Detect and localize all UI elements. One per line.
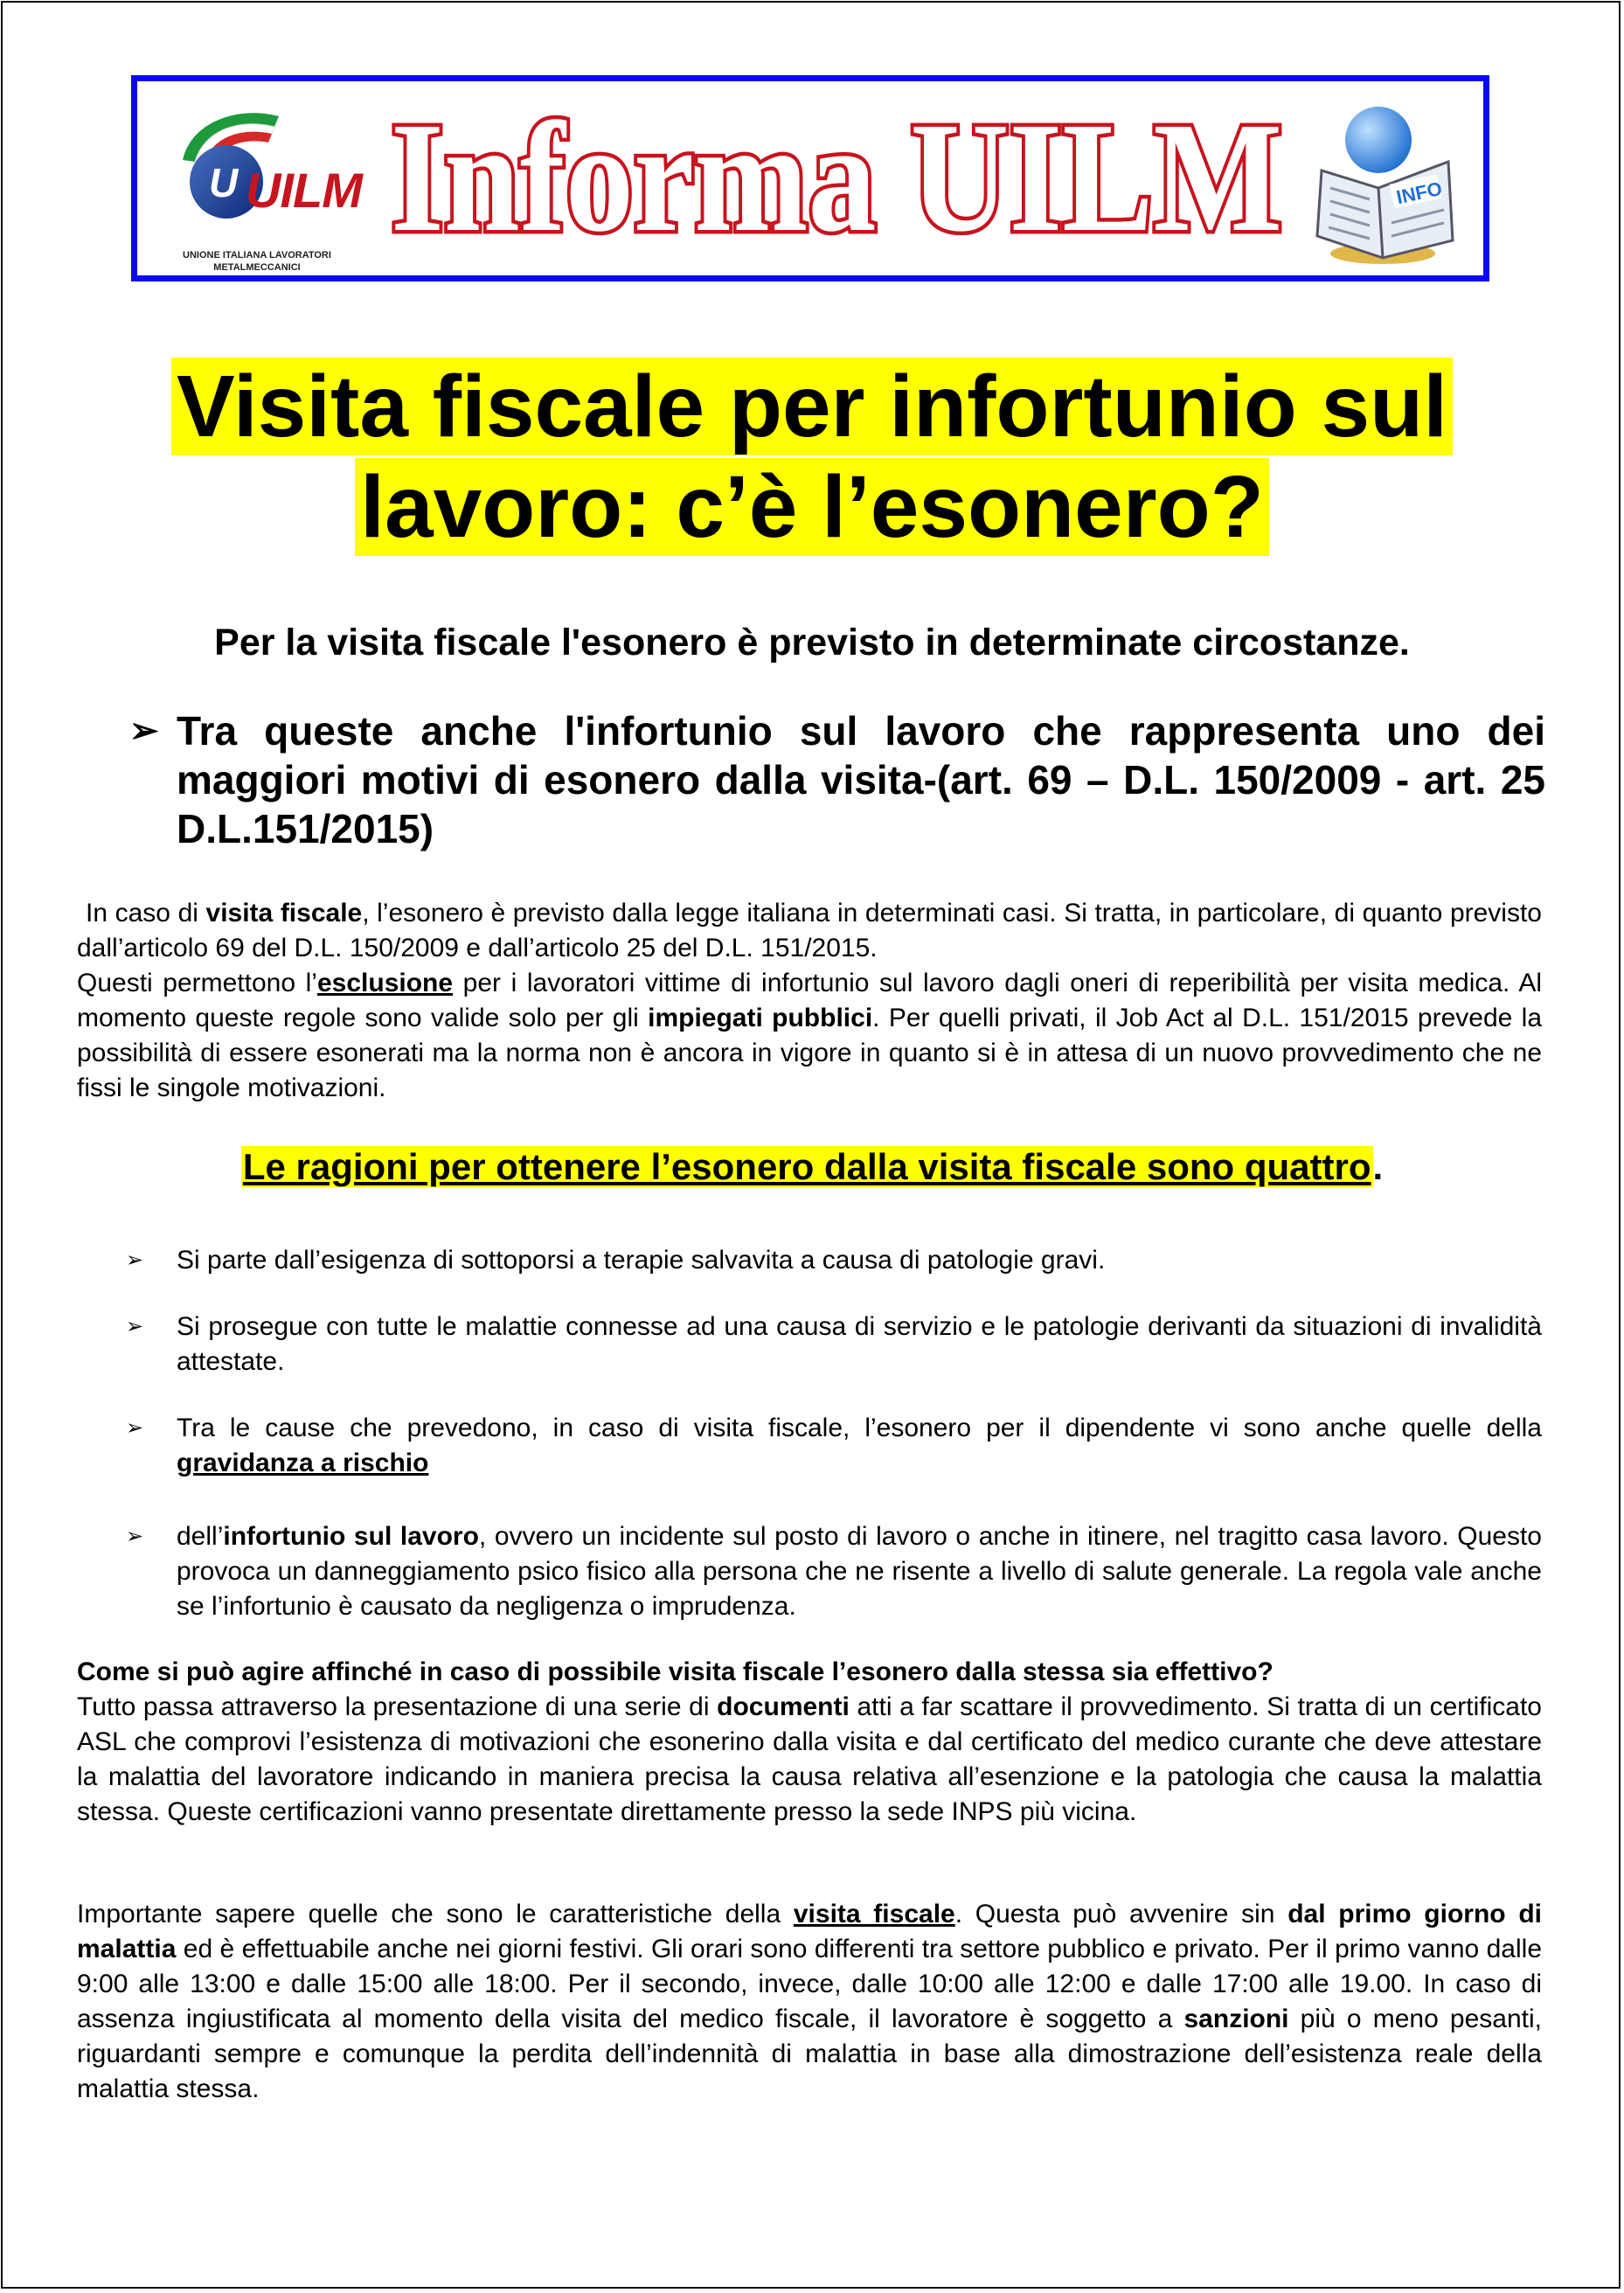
uilm-logo-icon bbox=[156, 99, 362, 274]
procedure-text: Tutto passa attraverso la presentazione di una serie di bbox=[77, 1692, 718, 1721]
details-text: ed è effettuabile anche nei giorni festivi. Gli orari sono differenti tra settore pubblico e privato. Per il primo vanno dalle 9:00 alle 13:00 e dalle 15:00 alle 18:00. Per il secondo, invece, dalle 10:00 alle 12:00 e dalle 17:00 alle 19.00. In caso di assenza ingiustificata al momento della visita del medico fiscale, il lavoratore è soggetto a bbox=[77, 1935, 1542, 2033]
details-bold-underlined: visita fiscale bbox=[793, 1900, 955, 1928]
list-item bbox=[126, 1310, 1542, 1379]
arrow-bullet-icon: ➢ bbox=[126, 1315, 144, 1338]
banner-title bbox=[373, 90, 1300, 274]
arrow-bullet-icon: ➢ bbox=[126, 1525, 144, 1548]
procedure-bold: documenti bbox=[717, 1692, 850, 1721]
arrow-bullet-icon: ➢ bbox=[129, 712, 159, 750]
list-item-bold: gravidanza a rischio bbox=[177, 1449, 429, 1477]
arrow-bullet-icon: ➢ bbox=[126, 1416, 144, 1440]
intro-text: Questi permettono l’ bbox=[77, 969, 317, 997]
list-item-text-part: , ovvero un incidente sul posto di lavoro o anche in itinere, nel tragitto casa lavoro. Questo provoca un danneggiamento psico fisico alla persona che ne risente a livello di salute generale. La regola vale anche se l’infortunio è causato da negligenza o imprudenza. bbox=[177, 1522, 1542, 1621]
list-item bbox=[126, 1243, 1542, 1278]
list-item bbox=[126, 1519, 1542, 1624]
list-item-text-part: dell’ bbox=[177, 1522, 224, 1551]
section-title-text: Le ragioni per ottenere l’esonero dalla visita fiscale sono quattro bbox=[242, 1146, 1371, 1187]
procedure-question: Come si può agire affinché in caso di possibile visita fiscale l’esonero dalla stessa sia effettivo? bbox=[77, 1657, 1274, 1686]
section-title bbox=[0, 1143, 1624, 1192]
page-title-line-1: Visita fiscale per infortunio sul bbox=[171, 358, 1453, 455]
banner-title-text: Informa UILM bbox=[391, 90, 1282, 264]
logo-caption: UNIONE ITALIANA LAVORATORI METALMECCANICI bbox=[183, 250, 331, 273]
details-text: Importante sapere quelle che sono le caratteristiche della bbox=[77, 1900, 794, 1928]
list-item-bold: infortunio sul lavoro bbox=[223, 1522, 479, 1551]
page-title bbox=[0, 357, 1624, 558]
intro-text: per i lavoratori vittime di infortunio sul lavoro dagli oneri di reperibilità per visita medica. Al momento queste regole sono valide solo per gli bbox=[77, 969, 1542, 1032]
subtitle: Per la visita fiscale l'esonero è previsto in determinate circostanze. bbox=[214, 622, 1410, 664]
info-newspaper-icon bbox=[1295, 92, 1479, 275]
details-text: . Questa può avvenire sin bbox=[954, 1900, 1288, 1928]
intro-bold: visita fiscale bbox=[205, 899, 363, 928]
details-bold: dal primo giorno di malattia bbox=[77, 1900, 1543, 1963]
key-point-text: Tra queste anche l'infortunio sul lavoro che rappresenta uno dei maggiori motivi di esonero dalla visita-(art. 69 – D.L. 150/2009 - art. 25 D.L.151/2015) bbox=[177, 708, 1545, 851]
arrow-bullet-icon: ➢ bbox=[126, 1248, 144, 1272]
intro-text: . Per quelli privati, il Job Act al D.L. 151/2015 prevede la possibilità di essere esonerati ma la norma non è ancora in vigore in quanto si è in attesa di un nuovo provvedimento che ne fissi le singole motivazioni. bbox=[77, 1004, 1543, 1102]
page-title-line-2: lavoro: c’è l’esonero? bbox=[355, 458, 1269, 556]
procedure-paragraph bbox=[77, 1655, 1542, 1830]
details-bold: sanzioni bbox=[1183, 2005, 1289, 2033]
procedure-text: atti a far scattare il provvedimento. Si tratta di un certificato ASL che comprovi l’esistenza di motivazioni che esonerino dalla visita e dal certificato del medico curante che deve attestare la malattia del lavoratore indicando in maniera precisa la causa relativa all’esenzione e la patologia che causa la malattia stessa. Queste certificazioni vanno presentate direttamente presso la sede INPS più vicina. bbox=[77, 1692, 1542, 1826]
intro-bold: impiegati pubblici bbox=[648, 1004, 873, 1032]
list-item-text-part: Tra le cause che prevedono, in caso di visita fiscale, l’esonero per il dipendente vi sono anche quelle della bbox=[177, 1414, 1542, 1442]
logo-wordmark: UILM bbox=[246, 163, 362, 218]
svg-text:U: U bbox=[209, 160, 239, 205]
list-item-text bbox=[177, 1411, 1542, 1481]
details-paragraph bbox=[77, 1897, 1542, 2107]
banner bbox=[131, 75, 1489, 281]
section-title-period: . bbox=[1372, 1146, 1384, 1187]
intro-text: , l’esonero è previsto dalla legge italiana in determinati casi. Si tratta, in particolare, di quanto previsto dall’articolo 69 del D.L. 150/2009 e dall’articolo 25 del D.L. 151/2015. bbox=[77, 899, 1542, 962]
intro-text: In caso di bbox=[86, 899, 206, 928]
list-item bbox=[126, 1411, 1542, 1481]
key-point bbox=[129, 706, 1545, 853]
list-item-text: Si prosegue con tutte le malattie connesse ad una causa di servizio e le patologie derivanti da situazioni di invalidità attestate. bbox=[177, 1312, 1542, 1376]
intro-paragraph bbox=[77, 896, 1542, 1106]
details-text: più o meno pesanti, riguardanti sempre e comunque la perdita dell’indennità di malattia in base alla dimostrazione dell’esistenza reale della malattia stessa. bbox=[77, 2005, 1542, 2103]
list-item-text bbox=[177, 1519, 1542, 1624]
info-label: INFO bbox=[1394, 177, 1445, 209]
intro-bold-underlined: esclusione bbox=[316, 969, 454, 997]
list-item-text: Si parte dall’esigenza di sottoporsi a terapie salvavita a causa di patologie gravi. bbox=[177, 1246, 1106, 1275]
